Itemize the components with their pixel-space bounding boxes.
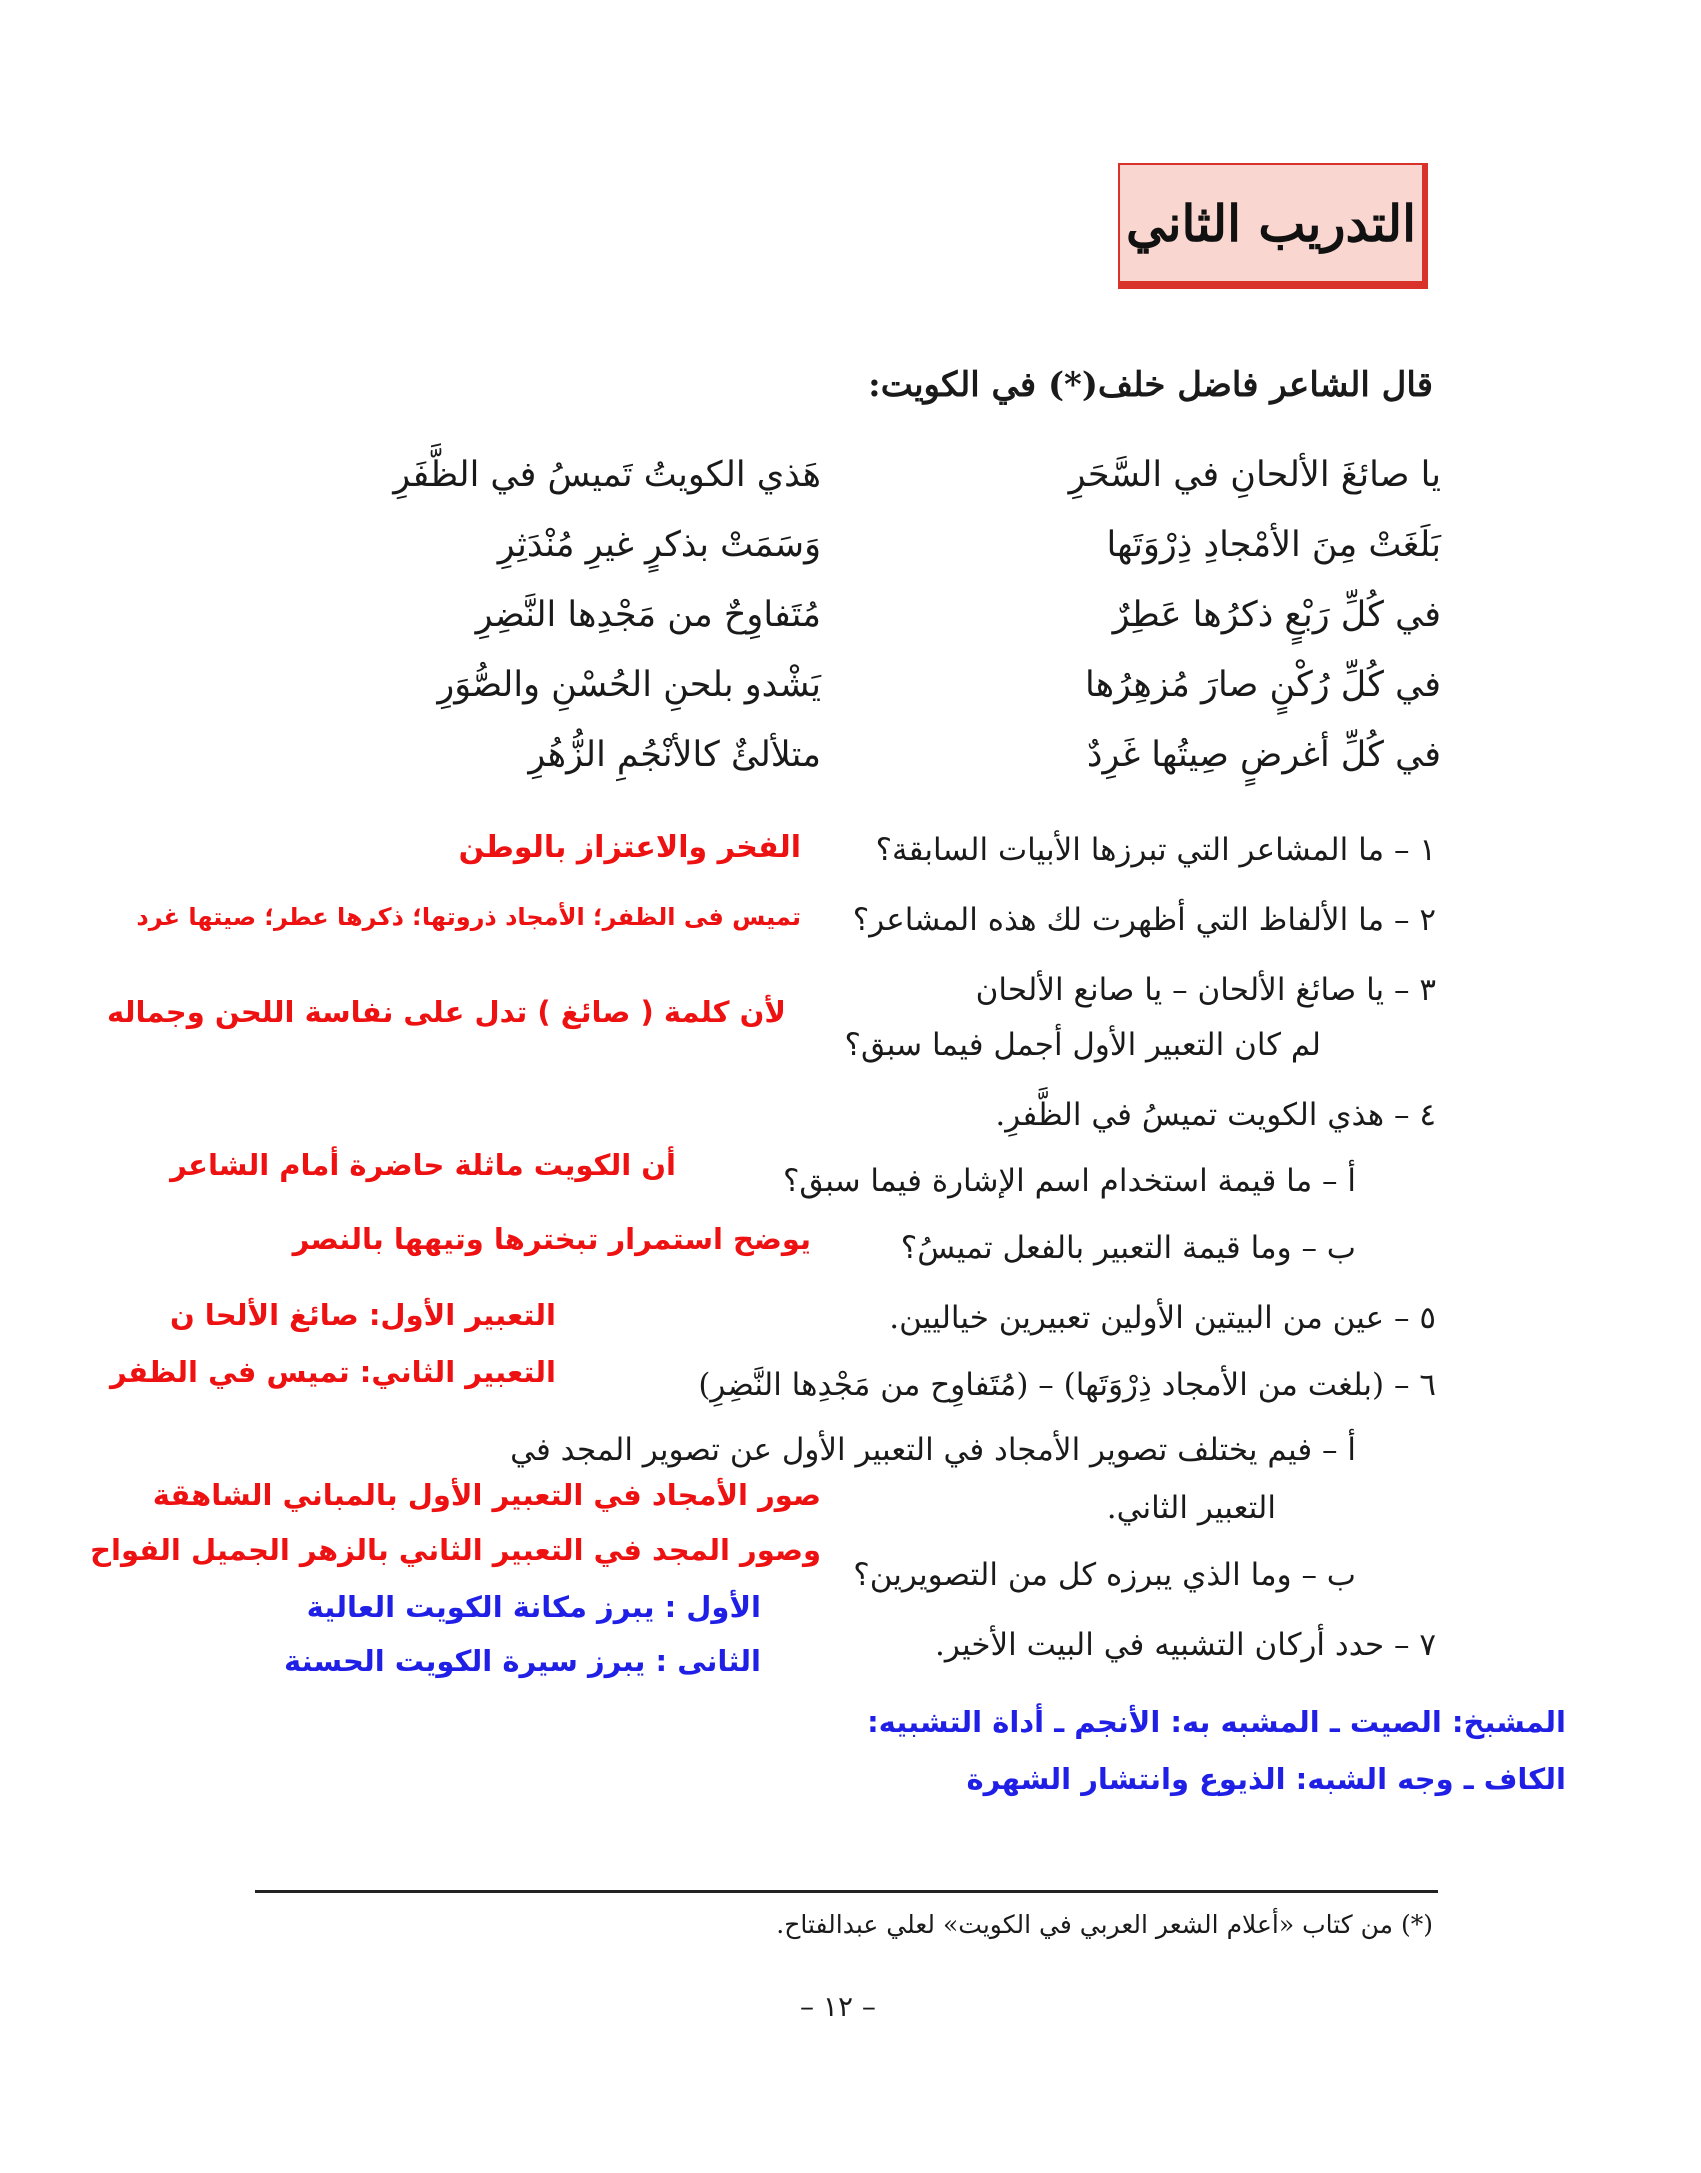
question-3-line-1: ٣ – يا صائغ الألحان – يا صانع الألحان	[975, 972, 1436, 1008]
question-1: ١ – ما المشاعر التي تبرزها الأبيات السابقة؟	[875, 832, 1436, 868]
question-6: ٦ – (بلغت من الأمجاد ذِرْوَتَها) – (مُتَفاوِح من مَجْدِها النَّضِرِ)	[698, 1367, 1436, 1403]
answer-7-line-1: المشبخ: الصيت ـ المشبه به: الأنجم ـ أداة التشبيه:	[867, 1705, 1566, 1739]
answer-4b: يوضح استمرار تبخترها وتيهها بالنصر	[292, 1222, 811, 1256]
answer-3: لأن كلمة ( صائغ ) تدل على نفاسة اللحن وجماله	[106, 995, 786, 1029]
answer-1: الفخر والاعتزاز بالوطن	[458, 830, 801, 865]
verse-3-right: في كُلِّ رَبْعٍ ذكرُها عَطِرٌ	[1112, 595, 1441, 635]
page-number: – ١٢ –	[800, 1990, 876, 2023]
verse-2-right: بَلَغَتْ مِنَ الأمْجادِ ذِرْوَتَها	[1106, 525, 1441, 565]
question-3-line-2: لم كان التعبير الأول أجمل فيما سبق؟	[844, 1027, 1321, 1063]
verse-3-left: مُتَفاوِحٌ من مَجْدِها النَّضِرِ	[475, 595, 821, 635]
answer-6a-line-1: صور الأمجاد في التعبير الأول بالمباني الشاهقة	[152, 1478, 821, 1512]
question-6a-line-2: التعبير الثاني.	[1106, 1490, 1276, 1526]
question-4b: ب – وما قيمة التعبير بالفعل تميسُ؟	[900, 1230, 1356, 1266]
poem-intro: قال الشاعر فاضل خلف(*) في الكويت:	[868, 365, 1433, 405]
verse-1-right: يا صائغَ الألحانِ في السَّحَرِ	[1068, 455, 1441, 495]
verse-4-left: يَشْدو بلحنِ الحُسْنِ والصُّوَرِ	[437, 665, 821, 705]
answer-6a-line-2: وصور المجد في التعبير الثاني بالزهر الجميل الفواح	[90, 1533, 821, 1567]
question-5: ٥ – عين من البيتين الأولين تعبيرين خياليين.	[889, 1300, 1436, 1336]
verse-5-right: في كُلِّ أغرضٍ صِيتُها غَرِدٌ	[1086, 735, 1441, 775]
exercise-title: التدريب الثاني	[1125, 193, 1417, 253]
question-4a: أ – ما قيمة استخدام اسم الإشارة فيما سبق؟	[782, 1163, 1356, 1199]
answer-2: تميس فى الظفر؛ الأمجاد ذروتها؛ ذكرها عطر؛ صيتها غرد	[136, 903, 801, 931]
footnote-divider	[255, 1890, 1438, 1893]
answer-4a: أن الكويت ماثلة حاضرة أمام الشاعر	[170, 1148, 676, 1182]
answer-5-line-2: التعبير الثاني: تميس في الظفر	[109, 1355, 556, 1389]
answer-6b-line-1: الأول : يبرز مكانة الكويت العالية	[306, 1590, 761, 1624]
answer-5-line-1: التعبير الأول: صائغ الألحا ن	[169, 1298, 556, 1332]
footnote: (*) من كتاب «أعلام الشعر العربي في الكويت» لعلي عبدالفتاح.	[776, 1910, 1433, 1939]
question-6a-line-1: أ – فيم يختلف تصوير الأمجاد في التعبير الأول عن تصوير المجد في	[510, 1432, 1356, 1468]
verse-1-left: هَذي الكويتُ تَميسُ في الظَّفَرِ	[393, 455, 821, 495]
question-2: ٢ – ما الألفاظ التي أظهرت لك هذه المشاعر؟	[852, 902, 1436, 938]
question-4: ٤ – هذي الكويت تميسُ في الظَّفرِ.	[995, 1097, 1436, 1133]
verse-5-left: متلألئٌ كالأنْجُمِ الزُّهُرِ	[528, 735, 821, 775]
answer-6b-line-2: الثانى : يبرز سيرة الكويت الحسنة	[284, 1644, 761, 1678]
verse-2-left: وَسَمَتْ بذكرٍ غيرِ مُنْدَثِرِ	[497, 525, 821, 565]
question-6b: ب – وما الذي يبرزه كل من التصويرين؟	[853, 1557, 1356, 1593]
exercise-title-box	[1118, 163, 1428, 289]
question-7: ٧ – حدد أركان التشبيه في البيت الأخير.	[935, 1627, 1436, 1663]
verse-4-right: في كُلِّ رُكْنٍ صارَ مُزهِرُها	[1084, 665, 1441, 705]
answer-7-line-2: الكاف ـ وجه الشبه: الذيوع وانتشار الشهرة	[966, 1762, 1566, 1796]
